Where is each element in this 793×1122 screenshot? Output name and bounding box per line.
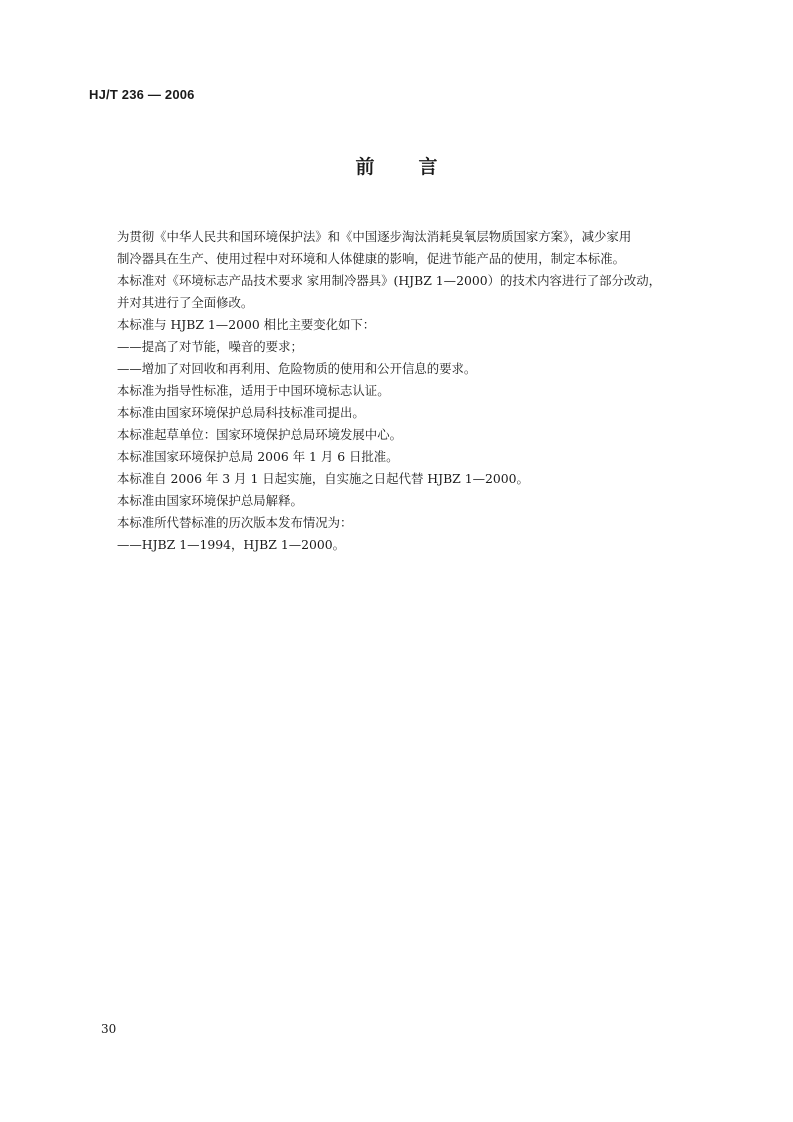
text-line: 制冷器具在生产、使用过程中对环境和人体健康的影响，促进节能产品的使用，制定本标准。 [117,251,626,266]
paragraph-revision [89,270,705,314]
text-line: 并对其进行了全面修改。 [117,295,254,310]
text-line: 本标准自 2006 年 3 月 1 日起实施，自实施之日起代替 HJBZ 1—2000。 [117,471,529,486]
text-line: 本标准由国家环境保护总局科技标准司提出。 [117,405,365,420]
list-item-change-2 [89,358,705,380]
paragraph-purpose [89,226,705,270]
text-line: 本标准对《环境标志产品技术要求 家用制冷器具》(HJBZ 1—2000）的技术内容进行了部分改动， [117,273,662,288]
paragraph-interpretation [89,490,705,512]
page-number: 30 [101,1022,117,1036]
text-line: ——HJBZ 1—1994，HJBZ 1—2000。 [117,537,346,552]
foreword-body [89,226,705,556]
paragraph-history-intro [89,512,705,534]
text-line: 本标准国家环境保护总局 2006 年 1 月 6 日批准。 [117,449,399,464]
title-char-2: 言 [418,156,438,178]
text-line: 本标准由国家环境保护总局解释。 [117,493,303,508]
paragraph-main-changes [89,314,705,336]
paragraph-approval [89,446,705,468]
paragraph-drafter [89,424,705,446]
paragraph-scope [89,380,705,402]
list-item-history [89,534,705,556]
text-line: 本标准起草单位：国家环境保护总局环境发展中心。 [117,427,402,442]
list-item-change-1 [89,336,705,358]
text-line: 本标准与 HJBZ 1—2000 相比主要变化如下： [117,317,376,332]
standard-code: HJ/T 236 — 2006 [89,87,195,102]
text-line: 本标准所代替标准的历次版本发布情况为： [117,515,353,530]
text-line: ——提高了对节能，噪音的要求； [117,339,303,354]
title-char-1: 前 [355,156,375,178]
paragraph-proposer [89,402,705,424]
text-line: ——增加了对回收和再利用、危险物质的使用和公开信息的要求。 [117,361,477,376]
text-line: 为贯彻《中华人民共和国环境保护法》和《中国逐步淘汰消耗臭氧层物质国家方案》，减少家用 [117,229,632,244]
paragraph-effective-date [89,468,705,490]
page-title [0,152,793,182]
text-line: 本标准为指导性标准，适用于中国环境标志认证。 [117,383,390,398]
